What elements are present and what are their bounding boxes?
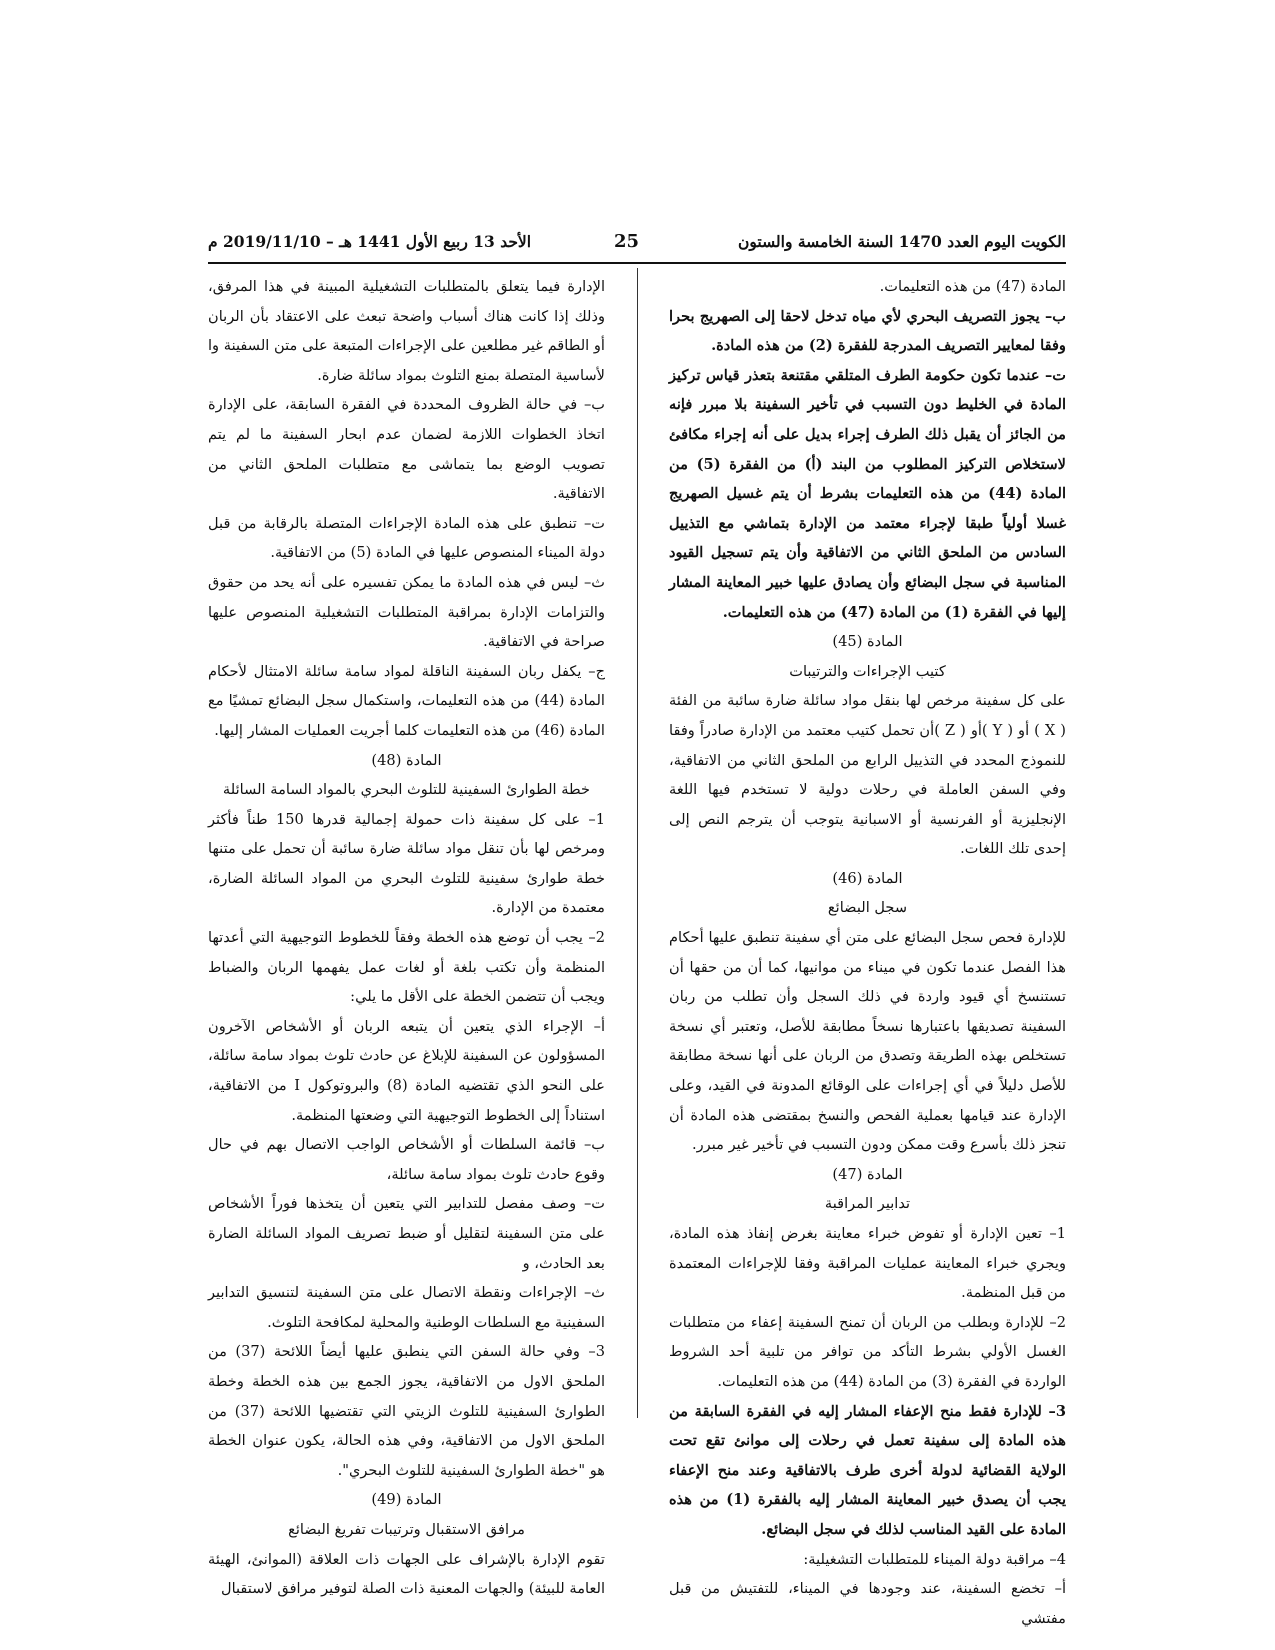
paragraph: أ– الإجراء الذي يتعين أن يتبعه الربان أو الأشخاص الآخرون المسؤولون عن السفينة للإبلاغ عن حادث تلوث بمواد سامة سائلة، على النحو الذي تقتضيه المادة (8) والبروتوكول I من الاتفاقية، استناداً إلى الخطوط التوجيهية التي وضعتها المنظمة. [208, 1017, 605, 1124]
article-heading: سجل البضائع [827, 899, 908, 917]
paragraph: ت– وصف مفصل للتدابير التي يتعين أن يتخذها فوراً الأشخاص على متن السفينة لتقليل أو ضبط تصريف المواد السائلة الضارة بعد الحادث، و [208, 1195, 605, 1272]
paragraph: 1– على كل سفينة ذات حمولة إجمالية قدرها 150 طناً فأكثر ومرخص لها بأن تنقل مواد سائلة ضارة سائبة أن تحمل على متنها خطة طوارئ سفينية للتلوث البحري من المواد السائلة الضارة، معتمدة من الإدارة. [208, 810, 605, 917]
article-heading: المادة (49) [371, 1491, 442, 1509]
paragraph: ب– قائمة السلطات أو الأشخاص الواجب الاتصال بهم في حال وقوع حادث تلوث بمواد سامة سائلة، [208, 1136, 605, 1183]
article-heading: مرافق الاستقبال وترتيبات تفريغ البضائع [288, 1520, 525, 1538]
paragraph: المادة (47) من هذه التعليمات. [879, 278, 1066, 295]
paragraph: أ– تخضع السفينة، عند وجودها في الميناء، للتفتيش من قبل مفتشي [669, 1580, 1066, 1627]
paragraph: 2– للإدارة وبطلب من الربان أن تمنح السفينة إعفاء من متطلبات الغسل الأولي بشرط التأكد من توافر من تلبية أحد الشروط الواردة في الفقرة (3) من المادة (44) من هذه التعليمات. [669, 1313, 1066, 1390]
paragraph: ب– يجوز التصريف البحري لأي مياه تدخل لاحقا إلى الصهريج بحرا وفقا لمعايير التصريف المدرجة للفقرة (2) من هذه المادة. [669, 307, 1066, 355]
paragraph: ب– في حالة الظروف المحددة في الفقرة السابقة، على الإدارة اتخاذ الخطوات اللازمة لضمان عدم ابحار السفينة ما لم يتم تصويب الوضع بما يتماشى مع متطلبات الملحق الثاني من الاتفاقية. [208, 396, 605, 503]
column-divider [637, 268, 638, 1418]
paragraph: على كل سفينة مرخص لها بنقل مواد سائلة ضارة سائبة من الفئة ( X ) أو ( Y )أو ( Z )أن تحمل كتيب معتمد من الإدارة صادراً وفقا للنموذج المحدد في التذييل الرابع من الملحق الثاني من الاتفاقية، وفي السفن العاملة في رحلات دولية لا تستخدم فيها اللغة الإنجليزية أو الفرنسية أو الاسبانية يتوجب أن يترجم النص إلى إحدى تلك اللغات. [669, 692, 1067, 858]
page-header [208, 232, 1066, 264]
paragraph: 3– للإدارة فقط منح الإعفاء المشار إليه في الفقرة السابقة من هذه المادة إلى سفينة تعمل في رحلات إلى موانئ تقع تحت الولاية القضائية لدولة أخرى طرف بالاتفاقية وعند منح الإعفاء يجب أن يصدق خبير المعاينة المشار إليه بالفقرة (1) من هذه المادة على القيد المناسب لذلك في سجل البضائع. [669, 1402, 1067, 1538]
article-heading: كتيب الإجراءات والترتيبات [789, 662, 946, 680]
paragraph: 2– يجب أن توضع هذه الخطة وفقاً للخطوط التوجيهية التي أعدتها المنظمة وأن تكتب بلغة أو لغات عمل يفهمها الربان والضباط ويجب أن تتضمن الخطة على الأقل ما يلي: [208, 929, 605, 1006]
article-heading: خطة الطوارئ السفينية للتلوث البحري بالمواد السامة السائلة [222, 781, 591, 799]
article-heading: المادة (46) [832, 869, 903, 887]
article-heading: المادة (48) [371, 751, 442, 769]
paragraph: ت– عندما تكون حكومة الطرف المتلقي مقتنعة بتعذر قياس تركيز المادة في الخليط دون التسبب في تأخير السفينة بلا مبرر فإنه من الجائز أن يقبل ذلك الطرف إجراء بديل على أنه إجراء مكافئ لاستخلاص التركيز المطلوب من البند (أ) من الفقرة (5) من المادة (44) من هذه التعليمات بشرط أن يتم غسيل الصهريج غسلا أولياً طبقا لإجراء معتمد من الإدارة بتماشي مع التذييل السادس من الملحق الثاني من الاتفاقية وأن يتم تسجيل القيود المناسبة في سجل البضائع وأن يصادق عليها خبير المعاينة المشار إليها في الفقرة (1) من المادة (47) من هذه التعليمات. [669, 366, 1067, 621]
page-number: 25 [614, 231, 640, 252]
paragraph: تقوم الإدارة بالإشراف على الجهات ذات العلاقة (الموانئ، الهيئة العامة للبيئة) والجهات المعنية ذات الصلة لتوفير مرافق لاستقبال [208, 1550, 605, 1598]
paragraph: الإدارة فيما يتعلق بالمتطلبات التشغيلية المبينة في هذا المرفق، وذلك إذا كانت هناك أسباب واضحة تبعث على الاعتقاد بأن الربان أو الطاقم غير مطلعين على الإجراءات المتبعة على متن السفينة وا لأساسية المتصلة بمنع التلوث بمواد سائلة ضارة. [208, 278, 605, 384]
paragraph: 3– وفي حالة السفن التي ينطبق عليها أيضاً اللائحة (37) من الملحق الاول من الاتفاقية، يجوز الجمع بين هذه الخطة وخطة الطوارئ السفينية للتلوث الزيتي التي تقتضيها اللائحة (37) من الملحق الاول من الاتفاقية، وفي هذه الحالة، يكون عنوان الخطة هو "خطة الطوارئ السفينية للتلوث البحري". [208, 1343, 606, 1479]
paragraph: ج– يكفل ربان السفينة الناقلة لمواد سامة سائلة الامتثال لأحكام المادة (44) من هذه التعليمات، واستكمال سجل البضائع تمشيًا مع المادة (46) من هذه التعليمات كلما أجريت العمليات المشار إليها. [208, 662, 605, 739]
paragraph: ث– الإجراءات ونقطة الاتصال على متن السفينة لتنسيق التدابير السفينية مع السلطات الوطنية والمحلية لمكافحة التلوث. [208, 1284, 605, 1331]
paragraph: 1– تعين الإدارة أو تفوض خبراء معاينة بغرض إنفاذ هذه المادة، ويجري خبراء المعاينة عمليات المراقبة وفقا للإجراءات المعتمدة من قبل المنظمة. [669, 1225, 1066, 1302]
header-date: الأحد 13 ربيع الأول 1441 هـ – 2019/11/10 م [208, 232, 532, 251]
paragraph: ت– تنطبق على هذه المادة الإجراءات المتصلة بالرقابة من قبل دولة الميناء المنصوص عليها في المادة (5) من الاتفاقية. [208, 514, 605, 562]
paragraph: للإدارة فحص سجل البضائع على متن أي سفينة تنطبق عليها أحكام هذا الفصل عندما تكون في ميناء من موانيها، كما أن من حقها أن تستنسخ أي قيود واردة في ذلك السجل وأن تطلب من ربان السفينة تصديقها باعتبارها نسخاً مطابقة للأصل، وتعتبر أي نسخة تستخلص بهذه الطريقة وتصدق من الربان على أنها نسخة مطابقة للأصل دليلاً في أي إجراءات على الوقائع المدونة في القيد، وعلى الإدارة عند قيامها بعملية الفحص والنسخ بمقتضى هذه المادة أن تنجز ذلك بأسرع وقت ممكن ودون التسبب في تأخير غير مبرر. [669, 929, 1066, 1154]
article-heading: المادة (45) [832, 633, 903, 651]
paragraph: ث– ليس في هذه المادة ما يمكن تفسيره على أنه يحد من حقوق والتزامات الإدارة بمراقبة المتطلبات التشغيلية المنصوص عليها صراحة في الاتفاقية. [208, 573, 605, 651]
paragraph: 4– مراقبة دولة الميناء للمتطلبات التشغيلية: [803, 1550, 1066, 1568]
left-column [208, 272, 605, 1604]
article-heading: تدابير المراقبة [824, 1195, 911, 1213]
header-publication-info: الكويت اليوم العدد 1470 السنة الخامسة والستون [738, 232, 1066, 251]
right-column [669, 272, 1066, 1633]
article-heading: المادة (47) [832, 1165, 903, 1183]
